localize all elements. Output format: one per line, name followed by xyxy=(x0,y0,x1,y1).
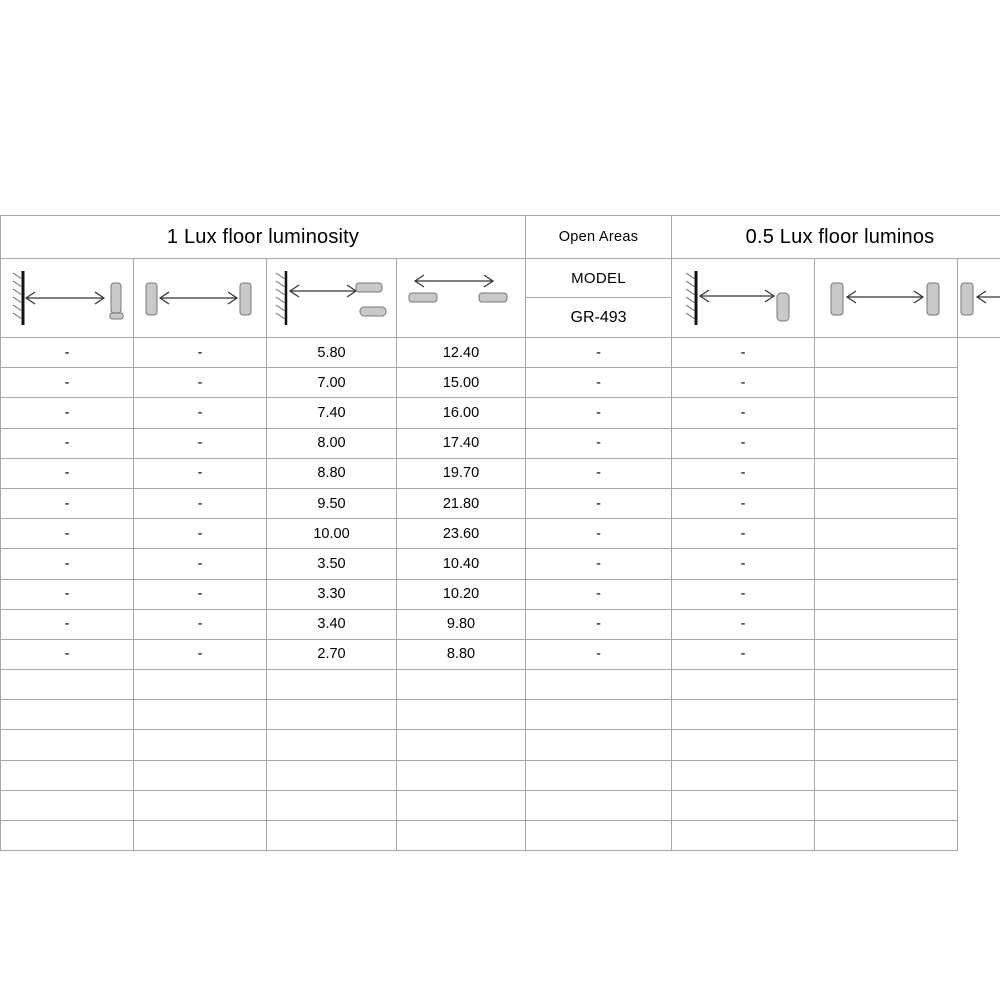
cell-left-2 xyxy=(134,700,267,730)
cell-left-4: 23.60 xyxy=(397,519,526,549)
cell-left-4 xyxy=(397,670,526,700)
cell-left-1 xyxy=(1,730,134,760)
cell-right-3 xyxy=(815,790,958,820)
cell-right-1 xyxy=(526,790,672,820)
cell-left-3: 8.00 xyxy=(267,428,397,458)
cell-right-3 xyxy=(815,549,958,579)
cell-right-3 xyxy=(815,579,958,609)
cell-left-1 xyxy=(1,760,134,790)
cell-left-2 xyxy=(134,730,267,760)
cell-right-3 xyxy=(815,338,958,368)
cell-left-4: 10.40 xyxy=(397,549,526,579)
cell-left-1: - xyxy=(1,549,134,579)
cell-left-1: - xyxy=(1,579,134,609)
cell-right-3 xyxy=(815,368,958,398)
cell-left-4 xyxy=(397,700,526,730)
table-row xyxy=(1,609,1000,639)
cell-right-1: - xyxy=(526,428,672,458)
cell-right-1: - xyxy=(526,579,672,609)
cell-left-4: 19.70 xyxy=(397,458,526,488)
header-group-05-lux: 0.5 Lux floor luminos xyxy=(672,216,1000,259)
icon-cell-1-lux-wall-wide xyxy=(267,259,397,338)
cell-right-2: - xyxy=(672,488,815,518)
cell-left-4 xyxy=(397,790,526,820)
table-row xyxy=(1,730,1000,760)
cell-left-2: - xyxy=(134,338,267,368)
cell-right-1: - xyxy=(526,398,672,428)
header-open-areas: Open Areas xyxy=(526,216,672,259)
cell-right-2 xyxy=(672,670,815,700)
cell-left-3 xyxy=(267,821,397,851)
cell-right-3 xyxy=(815,609,958,639)
model-value-cell: GR-493 xyxy=(526,298,672,338)
cell-right-3 xyxy=(815,398,958,428)
table-row xyxy=(1,488,1000,518)
cell-left-1 xyxy=(1,700,134,730)
cell-right-1: - xyxy=(526,519,672,549)
table-row xyxy=(1,700,1000,730)
cell-right-2 xyxy=(672,790,815,820)
cell-left-4: 10.20 xyxy=(397,579,526,609)
table-row xyxy=(1,579,1000,609)
cell-right-3 xyxy=(815,730,958,760)
cell-right-3 xyxy=(815,821,958,851)
cell-right-1 xyxy=(526,700,672,730)
header-group-1-lux: 1 Lux floor luminosity xyxy=(1,216,526,259)
table-row xyxy=(1,428,1000,458)
cell-left-1: - xyxy=(1,458,134,488)
cell-left-4: 21.80 xyxy=(397,488,526,518)
cell-left-2: - xyxy=(134,579,267,609)
cell-left-2: - xyxy=(134,549,267,579)
cell-right-1 xyxy=(526,821,672,851)
cell-right-3 xyxy=(815,639,958,669)
wall-mounted-narrow-beam-icon xyxy=(1,263,133,333)
cell-left-3 xyxy=(267,730,397,760)
two-poles-spread-beam-icon xyxy=(134,263,266,333)
cell-right-1: - xyxy=(526,488,672,518)
icon-cell-1-lux-span xyxy=(134,259,267,338)
cell-left-4: 17.40 xyxy=(397,428,526,458)
cell-left-1: - xyxy=(1,368,134,398)
table-header-row-titles xyxy=(1,216,1000,259)
cell-left-1: - xyxy=(1,488,134,518)
spec-table xyxy=(0,215,1000,851)
cell-left-4: 8.80 xyxy=(397,639,526,669)
spec-table-container xyxy=(0,215,1000,851)
cell-left-1: - xyxy=(1,609,134,639)
cell-right-2: - xyxy=(672,639,815,669)
cell-left-3: 8.80 xyxy=(267,458,397,488)
cell-left-4 xyxy=(397,760,526,790)
cell-left-2 xyxy=(134,790,267,820)
cell-left-3: 9.50 xyxy=(267,488,397,518)
cell-left-3: 3.50 xyxy=(267,549,397,579)
cell-right-1 xyxy=(526,670,672,700)
cell-right-3 xyxy=(815,700,958,730)
cell-right-2: - xyxy=(672,609,815,639)
cell-left-2: - xyxy=(134,428,267,458)
table-row xyxy=(1,670,1000,700)
cell-left-3: 7.40 xyxy=(267,398,397,428)
cell-right-3 xyxy=(815,488,958,518)
table-row xyxy=(1,760,1000,790)
cell-left-2: - xyxy=(134,398,267,428)
icon-cell-1-lux-offset xyxy=(397,259,526,338)
cell-left-2: - xyxy=(134,458,267,488)
cell-right-3 xyxy=(815,670,958,700)
cell-left-2 xyxy=(134,760,267,790)
cell-right-1: - xyxy=(526,639,672,669)
cell-right-1: - xyxy=(526,368,672,398)
cell-left-2: - xyxy=(134,639,267,669)
cell-left-1 xyxy=(1,790,134,820)
two-poles-spread-beam-icon xyxy=(815,263,957,333)
cell-left-2: - xyxy=(134,368,267,398)
cell-right-3 xyxy=(815,428,958,458)
cell-left-3: 10.00 xyxy=(267,519,397,549)
cell-left-4: 12.40 xyxy=(397,338,526,368)
table-row xyxy=(1,338,1000,368)
cell-right-2: - xyxy=(672,549,815,579)
cell-right-2: - xyxy=(672,519,815,549)
wall-mounted-narrow-beam-icon xyxy=(672,263,814,333)
cell-left-1: - xyxy=(1,428,134,458)
cell-left-4: 16.00 xyxy=(397,398,526,428)
cell-left-3: 3.40 xyxy=(267,609,397,639)
cell-right-3 xyxy=(815,760,958,790)
wall-mounted-wide-beam-icon xyxy=(267,263,396,333)
cell-left-2 xyxy=(134,821,267,851)
cell-left-4: 9.80 xyxy=(397,609,526,639)
cell-left-4: 15.00 xyxy=(397,368,526,398)
cell-left-4 xyxy=(397,821,526,851)
table-row xyxy=(1,398,1000,428)
table-row xyxy=(1,549,1000,579)
cell-right-2: - xyxy=(672,368,815,398)
cell-left-3: 5.80 xyxy=(267,338,397,368)
cell-right-2: - xyxy=(672,338,815,368)
cell-left-1: - xyxy=(1,639,134,669)
cell-left-1 xyxy=(1,821,134,851)
cell-right-3 xyxy=(815,458,958,488)
icon-cell-05-lux-partial xyxy=(958,259,1000,338)
icon-cell-05-lux-wall xyxy=(672,259,815,338)
cell-left-3 xyxy=(267,700,397,730)
cell-right-2: - xyxy=(672,579,815,609)
cell-left-2: - xyxy=(134,488,267,518)
cell-right-2 xyxy=(672,700,815,730)
cell-right-2: - xyxy=(672,458,815,488)
cell-left-2 xyxy=(134,670,267,700)
table-row xyxy=(1,368,1000,398)
cell-right-1: - xyxy=(526,549,672,579)
cell-left-1: - xyxy=(1,338,134,368)
cell-right-2: - xyxy=(672,398,815,428)
cell-left-1 xyxy=(1,670,134,700)
table-row xyxy=(1,458,1000,488)
table-row xyxy=(1,639,1000,669)
cell-left-3 xyxy=(267,760,397,790)
cell-left-3: 2.70 xyxy=(267,639,397,669)
cell-left-3 xyxy=(267,790,397,820)
cell-left-3: 3.30 xyxy=(267,579,397,609)
cell-right-1: - xyxy=(526,338,672,368)
table-row xyxy=(1,821,1000,851)
table-header-row-icons xyxy=(1,259,1000,298)
cell-right-1 xyxy=(526,730,672,760)
header-model-label: MODEL xyxy=(526,259,672,298)
cell-left-3: 7.00 xyxy=(267,368,397,398)
table-row xyxy=(1,790,1000,820)
cell-right-3 xyxy=(815,519,958,549)
cell-right-2 xyxy=(672,730,815,760)
cell-left-1: - xyxy=(1,519,134,549)
wall-mounted-wide-beam-icon xyxy=(958,263,1000,333)
cell-right-2: - xyxy=(672,428,815,458)
pole-to-pole-offset-beam-icon xyxy=(397,263,525,333)
table-row xyxy=(1,519,1000,549)
cell-left-3 xyxy=(267,670,397,700)
cell-right-2 xyxy=(672,760,815,790)
cell-right-1 xyxy=(526,760,672,790)
cell-left-4 xyxy=(397,730,526,760)
icon-cell-05-lux-span xyxy=(815,259,958,338)
cell-left-2: - xyxy=(134,519,267,549)
cell-right-2 xyxy=(672,821,815,851)
table-body xyxy=(1,338,1000,851)
icon-cell-1-lux-wall xyxy=(1,259,134,338)
cell-right-1: - xyxy=(526,458,672,488)
cell-left-1: - xyxy=(1,398,134,428)
cell-right-1: - xyxy=(526,609,672,639)
cell-left-2: - xyxy=(134,609,267,639)
